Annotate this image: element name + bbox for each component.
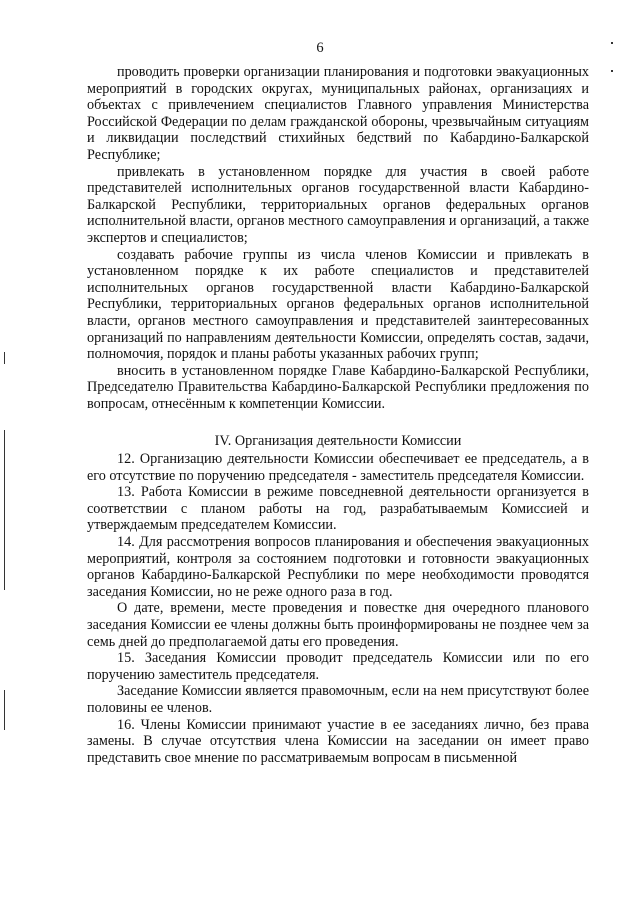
section-heading: IV. Организация деятельности Комиссии: [214, 433, 462, 450]
paragraph: 16. Члены Комиссии принимают участие в ее заседаниях лично, без права замены. В случае отсутствия члена Комиссии на заседании он имеет право представить свое мнение по рассматриваемым вопросам в письменной: [87, 716, 589, 766]
paragraph: 13. Работа Комиссии в режиме повседневной деятельности организуется в соответствии с планом работы на год, разрабатываемым Комиссией и утверждаемым председателем Комиссии.: [87, 484, 589, 534]
paragraph: вносить в установленном порядке Главе Кабардино-Балкарской Республики, Председателю Правительства Кабардино-Балкарской Республики предложения по вопросам, отнесённым к компетенции Комиссии.: [87, 362, 589, 412]
paragraph: 15. Заседания Комиссии проводит председатель Комиссии или по его поручению заместитель председателя.: [87, 650, 589, 683]
scan-artifact-mark: [611, 42, 613, 44]
paragraph: О дате, времени, месте проведения и повестке дня очередного планового заседания Комиссии ее члены должны быть проинформированы не позднее чем за семь дней до предполагаемой даты его проведения.: [87, 600, 589, 650]
paragraph: создавать рабочие группы из числа членов Комиссии и привлекать в установленном порядке к их работе специалистов и представителей исполнительных органов государственной власти Кабардино-Балкарской Республики, территориальных органов федеральных органов исполнительной власти, органов местного самоуправления и представителей заинтересованных организаций по направлениям деятельности Комиссии, определять состав, задачи, полномочия, порядок и планы работы указанных рабочих групп;: [87, 246, 589, 363]
scan-artifact-mark: [4, 690, 5, 730]
scan-artifact-mark: [4, 352, 5, 364]
paragraph: проводить проверки организации планирования и подготовки эвакуационных мероприятий в городских округах, муниципальных районах, организациях и объектах с привлечением специалистов Главного управления Министерства Российской Федерации по делам гражданской обороны, чрезвычайным ситуациям и ликвидации последствий стихийных бедствий по Кабардино-Балкарской Республике;: [87, 64, 589, 163]
paragraph: 14. Для рассмотрения вопросов планирования и обеспечения эвакуационных мероприятий, контроля за состоянием подготовки и готовности эвакуационных органов Кабардино-Балкарской Республики по мере необходимости проводятся заседания Комиссии, но не реже одного раза в год.: [87, 534, 589, 600]
page-number: 6: [316, 40, 324, 56]
paragraph: 12. Организацию деятельности Комиссии обеспечивает ее председатель, а в его отсутствие по поручению председателя - заместитель председателя Комиссии.: [87, 451, 589, 484]
paragraph: Заседание Комиссии является правомочным, если на нем присутствуют более половины ее членов.: [87, 683, 589, 716]
document-body: [87, 64, 589, 766]
paragraph: привлекать в установленном порядке для участия в своей работе представителей исполнительных органов государственной власти Кабардино-Балкарской Республики, территориальных органов федеральных органов исполнительной власти, органов местного самоуправления и организаций, а также экспертов и специалистов;: [87, 163, 589, 246]
scan-artifact-mark: [611, 70, 613, 72]
scan-artifact-mark: [4, 430, 5, 590]
